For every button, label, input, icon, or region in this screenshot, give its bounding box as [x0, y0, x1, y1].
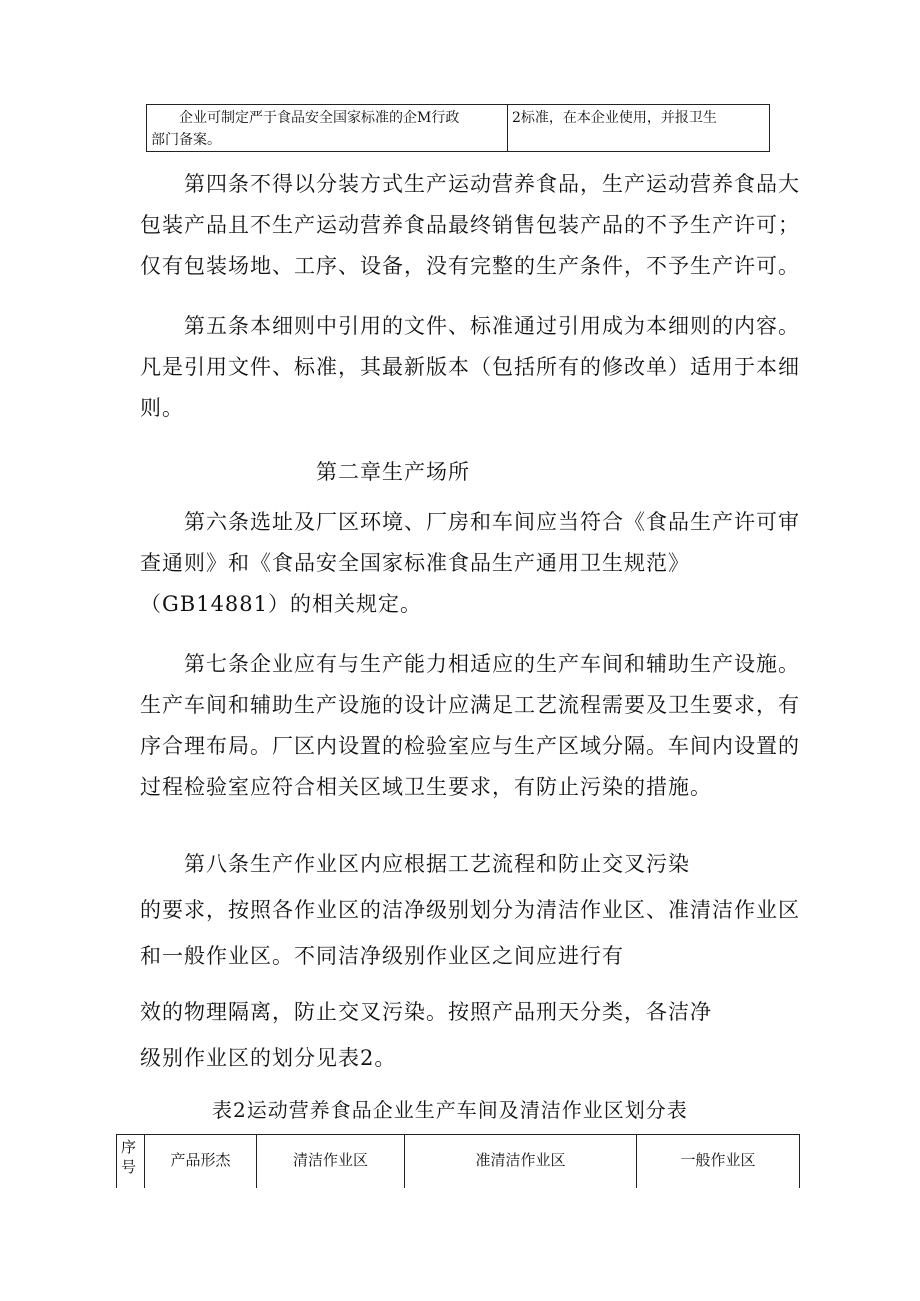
article-8-line: 第八条生产作业区内应根据工艺流程和防止交叉污染: [184, 852, 690, 876]
continuation-table: [146, 104, 770, 152]
header-seq-text: 序: [121, 1138, 137, 1156]
header-general-zone: 一般作业区: [680, 1151, 756, 1169]
chapter-heading: 第二章生产场所: [316, 460, 470, 484]
article-6: 第六条选址及厂区环境、厂房和车间应当符合《食品生产许可审查通则》和《食品安全国家标准食品生产通用卫生规范》（GB14881）的相关规定。: [140, 510, 800, 616]
header-semi-clean-zone: 准清洁作业区: [405, 1135, 637, 1188]
header-clean-zone: 清洁作业区: [257, 1135, 405, 1188]
table-cell-right: [508, 105, 769, 151]
header-seq-text: 号: [121, 1158, 137, 1176]
zone-table-header: [116, 1134, 800, 1188]
table-cell-left: [147, 105, 508, 151]
header-product-form: 产品形杰: [145, 1135, 257, 1188]
article-4: 第四条不得以分装方式生产运动营养食品，生产运动营养食品大包装产品且不生产运动营养食品最终销售包装产品的不予生产许可；仅有包装场地、工序、设备，没有完整的生产条件，不予生产许可。: [140, 172, 800, 278]
article-8-line: 和一般作业区。不同洁净级别作业区之间应进行有: [140, 944, 624, 968]
article-8-line: 级别作业区的划分见表2。: [140, 1046, 397, 1070]
article-7: 第七条企业应有与生产能力相适应的生产车间和辅助生产设施。生产车间和辅助生产设施的设计应满足工艺流程需要及卫生要求，有序合理布局。厂区内设置的检验室应与生产区域分隔。车间内设置的过程检验室应符合相关区域卫生要求，有防止污染的措施。: [140, 652, 800, 799]
table-cell-text: 企业可制定严于食品安全国家标准的企M行政: [179, 110, 460, 126]
article-5: 第五条本细则中引用的文件、标准通过引用成为本细则的内容。凡是引用文件、标准，其最新版本（包括所有的修改单）适用于本细则。: [140, 314, 800, 420]
table-caption: 表2运动营养食品企业生产车间及清洁作业区划分表: [212, 1098, 688, 1122]
article-8-line: 效的物理隔离，防止交叉污染。按照产品刑天分类，各洁净: [140, 1000, 712, 1024]
article-8-line: 的要求，按照各作业区的洁净级别划分为清洁作业区、准清洁作业区: [140, 898, 800, 922]
header-seq: [117, 1135, 145, 1188]
table-cell-text: 2标准，在本企业使用，并报卫生: [512, 110, 717, 126]
table-cell-text: 部门备案。: [151, 132, 221, 148]
